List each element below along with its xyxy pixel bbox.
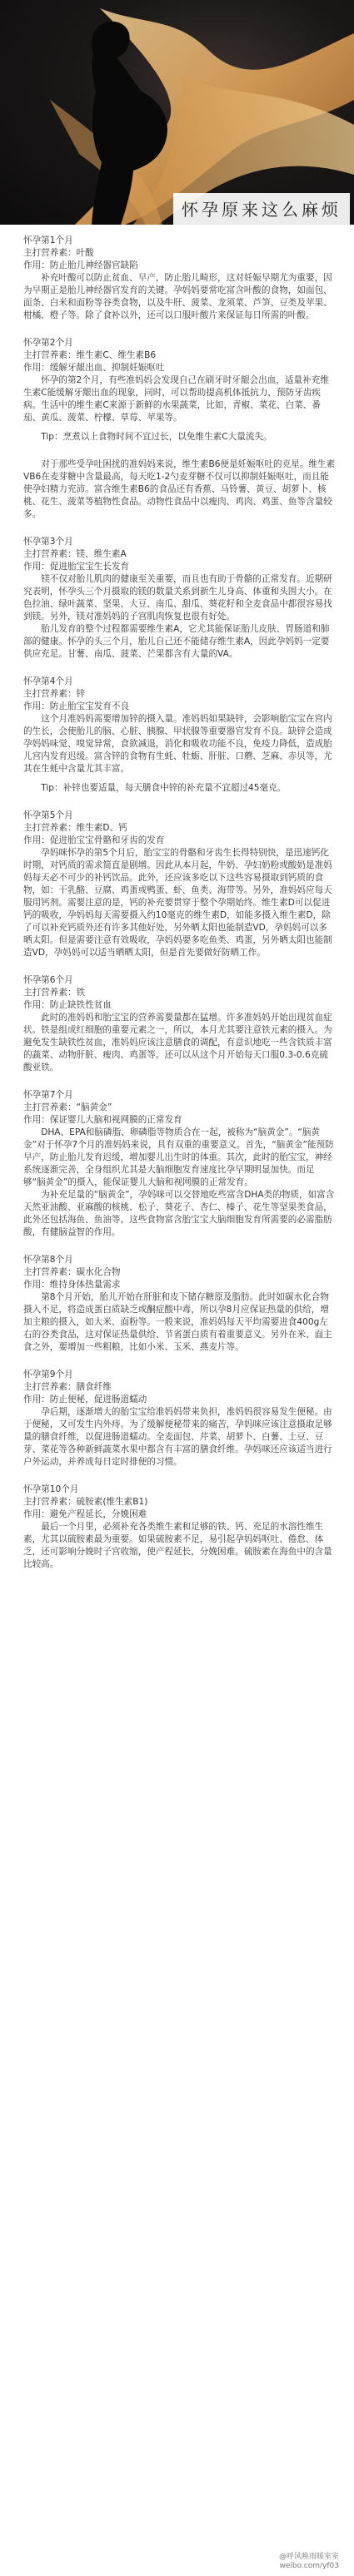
month-paragraph: 胎儿发育的整个过程都需要维生素A，它尤其能保证胎儿皮肤、胃肠道和肺部的健康。怀孕的头三个月，胎儿自己还不能储存维生素A，因此孕妈妈一定要供应充足。甘薯、南瓜、菠菜、芒果都含有大量的VA。 (23, 624, 330, 659)
month-paragraph: DHA、EPA和脑磷脂、卵磷脂等物质合在一起，被称为“脑黄金”。“脑黄金”对于怀孕7个月的准妈妈来说，具有双重的重要意义。首先，“脑黄金”能预防早产，防止胎儿发育迟缓，增加婴儿出生时的体重。其次，此时的胎宝宝，神经系统逐渐完善，全身组织尤其是大脑细胞发育速度比孕早期明显加快。而足够“脑黄金”的摄入，能保证婴儿大脑和视网膜的正常发育。 (23, 1127, 334, 1187)
month-section-5 (23, 810, 336, 959)
month-section-1 (23, 235, 336, 322)
month-title: 怀孕第8个月 (23, 1255, 73, 1265)
month-paragraph: 第8个月开始，胎儿开始在肝脏和皮下储存糖原及脂肪。此时如碳水化合物摄入不足，将造成蛋白质缺乏或酮症酸中毒，所以孕8月应保证热量的供给，增加主粮的摄入，如大米、面粉等。一般来说，准妈妈每天平均需要进食400g左右的谷类食品，这对保证热量供给、节省蛋白质有着重要意义。另外在米、面主食之外，要增加一些粗粮，比如小米、玉米、燕麦片等。 (23, 1292, 332, 1352)
month-nutrient: 主打营养素：叶酸 (23, 248, 94, 258)
month-paragraph: 孕后期，逐渐增大的胎宝宝给准妈妈带来负担，准妈妈很容易发生便秘。由于便秘，又可发生内外痔。为了缓解便秘带来的痛苦，孕妈咪应该注意摄取足够量的膳食纤维，以促进肠道蠕动。全麦面包、芹菜、胡萝卜、白薯、土豆、豆芽、菜花等各种新鲜蔬菜水果中都含有丰富的膳食纤维。孕妈咪还应该适当进行户外运动，并养成每日定时排便的习惯。 (23, 1407, 332, 1467)
watermark-url[interactable]: weibo.com/yf03 (279, 2562, 339, 2570)
month-paragraph: 镁不仅对胎儿肌肉的健康至关重要，而且也有助于骨骼的正常发育。近期研究表明，怀孕头三个月摄取的镁的数量关系到新生儿身高、体重和头围大小。在色拉油、绿叶蔬菜、坚果、大豆、南瓜、甜瓜、葵花籽和全麦食品中都很容易找到镁。另外，镁对准妈妈的子宫肌肉恢复也很有好处。 (23, 574, 332, 622)
month-tip: Tip：烹煮以上食物时间不宜过长，以免维生素C大量流失。 (41, 432, 272, 442)
article-body (0, 225, 354, 1571)
month-nutrient: 主打营养素：“脑黄金” (23, 1102, 112, 1112)
month-effect: 作用：避免产程延长，分娩困难 (23, 1509, 147, 1519)
month-effect: 作用：防止胎宝宝发育不良 (23, 701, 130, 711)
month-title: 怀孕第5个月 (23, 810, 73, 820)
month-section-2 (23, 337, 336, 521)
month-effect: 作用：缓解牙龈出血、抑制妊娠呕吐 (23, 363, 165, 373)
month-paragraph: 最后一个月里，必须补充各类维生素和足够的铁、钙、充足的水溶性维生素，尤其以硫胺素最为重要。如果硫胺素不足，易引起孕妈妈呕吐、倦怠、体乏，还可影响分娩时子宫收缩，使产程延长，分娩困难。硫胺素在海鱼中的含量比较高。 (23, 1522, 332, 1569)
month-effect: 作用：防止缺铁性贫血 (23, 1000, 112, 1010)
month-nutrient: 主打营养素：维生素C、维生素B6 (23, 350, 157, 360)
month-title: 怀孕第2个月 (23, 338, 73, 348)
month-section-10 (23, 1484, 336, 1571)
month-effect: 作用：防止胎儿神经器官缺陷 (23, 260, 138, 270)
page-title: 怀孕原来这么麻烦 (173, 193, 350, 225)
month-title: 怀孕第4个月 (23, 676, 73, 686)
month-paragraph: 孕妈咪怀孕的第5个月后，胎宝宝的骨骼和牙齿生长得特别快，是迅速钙化时期，对钙质的需求简直是剧增。因此从本月起，牛奶、孕妇奶粉或酸奶是准妈妈每天必不可少的补钙饮品。此外，还应该多吃以下这些容易摄取到钙质的食物，如：干乳酪、豆腐、鸡蛋或鸭蛋、虾、鱼类、海带等。另外，准妈妈应每天服用钙剂。需要注意的是，钙的补充要贯穿于整个孕期始终。维生素D可以促进钙的吸收，孕妈妈每天需要摄入约10毫克的维生素D，如能多摄入维生素D，除了可以补充钙质外还有许多其他好处，另外晒太阳也能制造VD，孕妈妈可以多晒太阳。但是需要注意有效吸收，孕妈妈要多吃鱼类、鸡蛋，另外晒太阳也能制造VD，孕妈妈可以适当晒晒太阳，但是首先要做好防晒工作。 (23, 848, 332, 958)
month-nutrient: 主打营养素：硫胺素(维生素B1) (23, 1497, 148, 1507)
month-title: 怀孕第6个月 (23, 975, 73, 985)
month-paragraph: 此时的准妈妈和胎宝宝的营养需要量都在猛增。许多准妈妈开始出现贫血症状。铁是组成红细胞的重要元素之一，所以，本月尤其要注意铁元素的摄入。为避免发生缺铁性贫血，准妈妈应该注意膳食的调配，有意识地吃一些含铁质丰富的蔬菜、动物肝脏、瘦肉、鸡蛋等。还可以从这个月开始每天口服0.3-0.6克硫酸亚铁。 (23, 1013, 332, 1073)
pregnant-silhouette-icon (0, 0, 354, 225)
month-effect: 作用：防止便秘，促进肠道蠕动 (23, 1395, 147, 1404)
month-paragraph: 怀孕的第2个月，有些准妈妈会发现自己在刷牙时牙龈会出血，适量补充维生素C能缓解牙龈出血的现象，同时，可以帮助提高机体抵抗力，预防牙齿疾病。生活中的维生素C来源于新鲜的水果蔬菜，比如，青椒、菜花、白菜、番茄、黄瓜、菠菜、柠檬、草莓、苹果等。 (23, 375, 329, 423)
month-section-3 (23, 536, 336, 661)
hero-image (0, 0, 354, 225)
month-effect: 作用：促进胎宝宝骨骼和牙齿的发育 (23, 835, 165, 845)
month-title: 怀孕第3个月 (23, 537, 73, 547)
month-effect: 作用：促进胎宝宝生长发育 (23, 562, 130, 572)
month-section-8 (23, 1254, 336, 1354)
month-nutrient: 主打营养素：维生素D、钙 (23, 823, 127, 833)
month-nutrient: 主打营养素：镁、维生素A (23, 549, 127, 559)
watermark (279, 2553, 339, 2571)
month-title: 怀孕第7个月 (23, 1090, 73, 1100)
month-paragraph: 这个月准妈妈需要增加锌的摄入量。准妈妈如果缺锌，会影响胎宝宝在宫内的生长，会使胎儿的脑、心脏、胰腺、甲状腺等重要器官发育不良。缺锌会造成孕妈妈味觉、嗅觉异常，食欲减退，消化和吸收功能不良，免疫力降低，造成胎儿宫内发育迟缓。富含锌的食物有生蚝、牡蛎、肝脏、口蘑、芝麻、赤贝等，尤其在生蚝中含量尤其丰富。 (23, 714, 332, 774)
watermark-handle: @呼风唤雨暖室室 (278, 2553, 339, 2561)
month-nutrient: 主打营养素：膳食纤维 (23, 1382, 112, 1392)
month-section-7 (23, 1089, 336, 1239)
month-paragraph: 补充叶酸可以防止贫血、早产，防止胎儿畸形，这对妊娠早期尤为重要，因为早期正是胎儿神经器官发育的关键。孕妈妈要常吃富含叶酸的食物，如面包、面条、白米和面粉等谷类食物，以及牛肝、菠菜、龙须菜、芦笋、豆类及苹果、柑橘、橙子等。除了食补以外，还可以口服叶酸片来保证每日所需的叶酸。 (23, 273, 332, 320)
month-effect: 作用：维持身体热量需求 (23, 1280, 121, 1290)
month-paragraph: 对于那些受孕吐困扰的准妈妈来说，维生素B6便是妊娠呕吐的克星。维生素VB6在麦芽糖中含量最高，每天吃1-2勺麦芽糖不仅可以抑制妊娠呕吐，而且能使孕妇精力充沛。富含维生素B6的食品还有香蕉、马铃薯、黄豆、胡萝卜、核桃、花生、菠菜等植物性食品。动物性食品中以瘦肉、鸡肉、鸡蛋、鱼等含量较多。 (23, 459, 336, 519)
month-paragraph: 为补充足量的“脑黄金”，孕妈咪可以交替地吃些富含DHA类的物质，如富含天然亚油酸、亚麻酸的核桃、松子、葵花子、杏仁、榛子、花生等坚果类食品，此外还包括海鱼、鱼油等。这些食物富含胎宝宝大脑细胞发育所需要的必需脂肪酸，有健脑益智的作用。 (23, 1190, 335, 1237)
month-title: 怀孕第1个月 (23, 235, 73, 245)
month-section-4 (23, 676, 336, 795)
month-nutrient: 主打营养素：铁 (23, 988, 86, 998)
month-title: 怀孕第9个月 (23, 1370, 73, 1380)
month-section-9 (23, 1369, 336, 1469)
month-nutrient: 主打营养素：碳水化合物 (23, 1267, 121, 1277)
month-nutrient: 主打营养素：锌 (23, 689, 86, 699)
month-section-6 (23, 974, 336, 1074)
month-tip: Tip：补锌也要适量，每天膳食中锌的补充量不宜超过45毫克。 (41, 783, 287, 793)
month-title: 怀孕第10个月 (23, 1484, 79, 1494)
month-effect: 作用：保证婴儿大脑和视网膜的正常发育 (23, 1115, 182, 1125)
